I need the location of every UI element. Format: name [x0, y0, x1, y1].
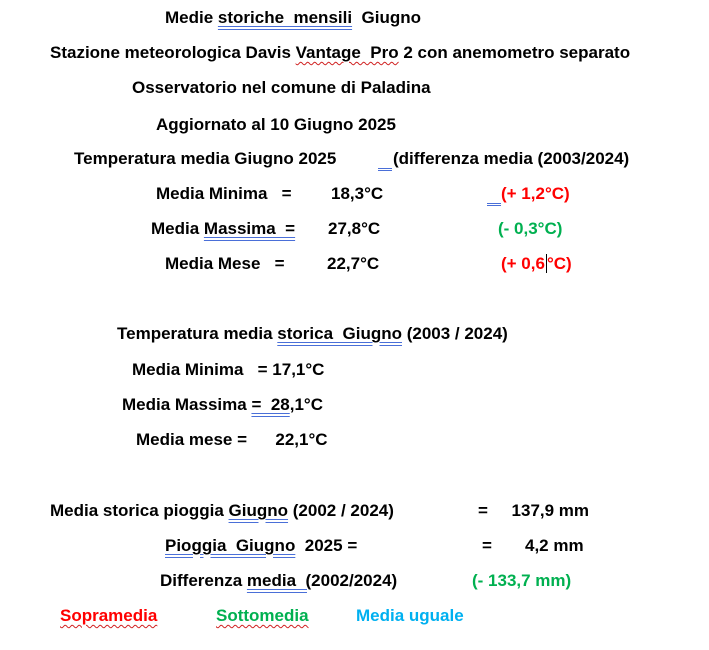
current-mean-label: Media Mese =	[165, 254, 285, 273]
spell-flag: = 28	[251, 395, 290, 414]
rain-historical-value: = 137,9 mm	[478, 501, 590, 520]
current-max-diff: (- 0,3°C)	[498, 219, 563, 238]
station-line: Stazione meteorologica Davis Vantage Pro 2 con anemometro separato	[50, 43, 631, 62]
current-mean-value: 22,7°C	[327, 254, 380, 273]
legend-equal-average: Media uguale	[356, 606, 464, 625]
difference-title: (differenza media (2003/2024)	[393, 149, 630, 168]
spell-flag	[487, 185, 501, 206]
current-min-diff: (+ 1,2°C)	[501, 184, 570, 203]
spell-flag: storica Giugno	[277, 324, 402, 343]
current-mean-diff: (+ 0,6 °C)	[501, 254, 572, 273]
current-max-label: Media Massima =	[151, 219, 296, 238]
rain-current-label: Pioggia Giugno 2025 =	[165, 536, 358, 555]
rain-historical-label: Media storica pioggia Giugno (2002 / 2024)	[50, 501, 394, 520]
current-max-value: 27,8°C	[328, 219, 381, 238]
rain-difference-value: (- 133,7 mm)	[472, 571, 572, 590]
rain-current-value: = 4,2 mm	[482, 536, 584, 555]
current-temp-title: Temperatura media Giugno 2025	[74, 149, 337, 168]
header-title: Medie storiche mensili Giugno	[165, 8, 422, 27]
spell-flag: Vantage Pro	[295, 43, 399, 62]
spell-flag	[378, 150, 392, 171]
historical-mean: Media mese = 22,1°C	[136, 430, 328, 449]
updated-line: Aggiornato al 10 Giugno 2025	[156, 115, 396, 134]
spell-flag: Massima =	[203, 219, 296, 238]
observatory-line: Osservatorio nel comune di Paladina	[132, 78, 431, 97]
current-min-label: Media Minima =	[156, 184, 292, 203]
spell-flag: Giugno	[228, 501, 289, 520]
legend-below-average: Sottomedia	[216, 606, 309, 625]
spell-flag: Pioggia Giugno	[165, 536, 296, 555]
rain-difference-label: Differenza media (2002/2024)	[160, 571, 398, 590]
current-min-value: 18,3°C	[331, 184, 384, 203]
spell-flag: media (	[246, 571, 312, 590]
legend-above-average: Sopramedia	[60, 606, 158, 625]
historical-temp-title: Temperatura media storica Giugno (2003 / 2024)	[117, 324, 508, 343]
historical-max: Media Massima = 28,1°C	[122, 395, 324, 414]
spell-flag: storiche mensili	[217, 8, 353, 27]
historical-min: Media Minima = 17,1°C	[132, 360, 325, 379]
